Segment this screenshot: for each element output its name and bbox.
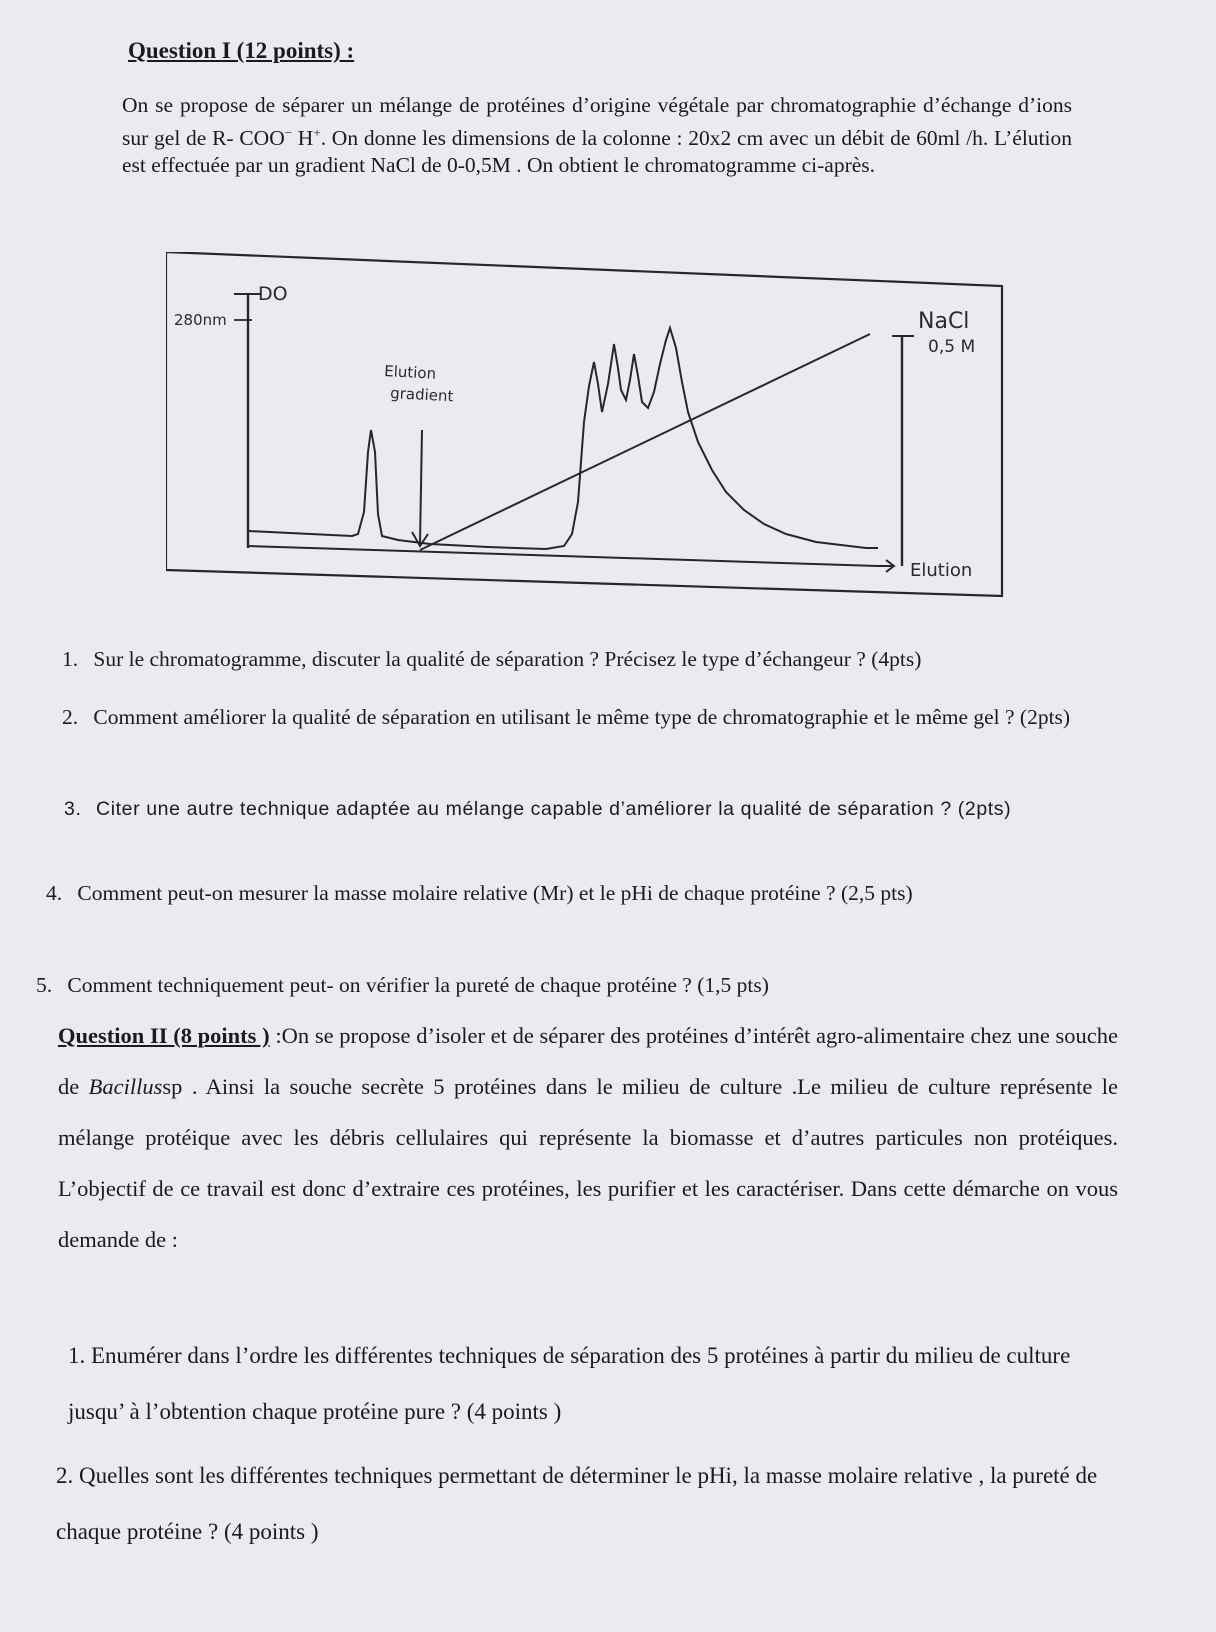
q2-organism: Bacillus <box>88 1074 163 1099</box>
intro-sup-2: + <box>313 125 321 140</box>
q1-item-4 <box>46 880 1086 907</box>
q2-item-2-text: Quelles sont les différentes techniques permettant de déterminer le pHi, la masse molaire relative , la pureté de chaque protéine ? (4 points ) <box>56 1463 1098 1544</box>
q2-item-1 <box>68 1328 1128 1440</box>
q2-intro-before: :On se propose d’isoler et de séparer des protéines d’intérêt agro-alimentaire chez une souche de <box>58 1023 1118 1099</box>
q1-item-2-number: 2. <box>62 705 79 729</box>
y-label-wavelength: 280nm <box>174 311 227 329</box>
gradient-label-line-2: gradient <box>389 384 454 406</box>
q1-item-2-text: Comment améliorer la qualité de séparation en utilisant le même type de chromatographie et le même gel ? (2pts) <box>93 705 1071 729</box>
q1-item-5 <box>36 972 1096 999</box>
q1-item-1-number: 1. <box>62 647 79 671</box>
nacl-concentration: 0,5 M <box>928 337 976 357</box>
q1-item-3 <box>64 796 1076 823</box>
q2-item-2 <box>56 1448 1136 1560</box>
intro-sup-1: − <box>284 125 293 140</box>
q1-item-1 <box>62 646 1092 673</box>
q2-item-1-number: 1. <box>68 1343 86 1368</box>
question-1-title: Question I (12 points) : <box>128 38 355 63</box>
q1-item-4-text: Comment peut-on mesurer la masse molaire relative (Mr) et le pHi de chaque protéine ? (2,5 pts) <box>77 881 913 905</box>
y-label-do: DO <box>258 283 288 305</box>
intro-text-2: H <box>292 126 314 151</box>
q1-item-2 <box>62 704 1082 731</box>
q1-item-5-number: 5. <box>36 973 53 997</box>
q1-item-3-text: Citer une autre technique adaptée au mélange capable d’améliorer la qualité de séparation ? (2pts) <box>96 798 1012 820</box>
intro-text-1: On se propose de séparer un mélange de protéines d’origine végétale par chromatographie d’échange d’ions sur gel de R- COO <box>122 93 1072 151</box>
q1-item-3-number: 3. <box>64 798 82 820</box>
q2-item-1-text: Enumérer dans l’ordre les différentes techniques de séparation des 5 protéines à partir du milieu de culture jusqu’ à l’obtention chaque protéine pure ? (4 points ) <box>68 1343 1071 1424</box>
q1-item-1-text: Sur le chromatogramme, discuter la qualité de séparation ? Précisez le type d’échangeur ? (4pts) <box>93 647 922 671</box>
question-2-intro <box>58 1010 1118 1265</box>
question-2-title: Question II (8 points ) <box>58 1023 270 1048</box>
x-label-elution: Elution <box>910 560 973 581</box>
q2-item-2-number: 2. <box>56 1463 74 1488</box>
gradient-label-line-1: Elution <box>383 362 437 383</box>
q2-intro-after: sp . Ainsi la souche secrète 5 protéines dans le milieu de culture .Le milieu de culture représente le mélange protéique avec les débris cellulaires qui représente la biomasse et d’autres particules non protéiques. L’objectif de ce travail est donc d’extraire ces protéines, les purifier et les caractériser. Dans cette démarche on vous demande de : <box>58 1074 1118 1252</box>
intro-text-3: . On donne les dimensions de la colonne : 20x2 cm avec un débit de 60ml /h. L’élution est effectuée par un gradient NaCl de 0-0,5M . On obtient le chromatogramme ci-après. <box>122 126 1072 178</box>
q1-item-5-text: Comment techniquement peut- on vérifier la pureté de chaque protéine ? (1,5 pts) <box>67 973 769 997</box>
nacl-label: NaCl <box>918 309 970 334</box>
q1-item-4-number: 4. <box>46 881 63 905</box>
